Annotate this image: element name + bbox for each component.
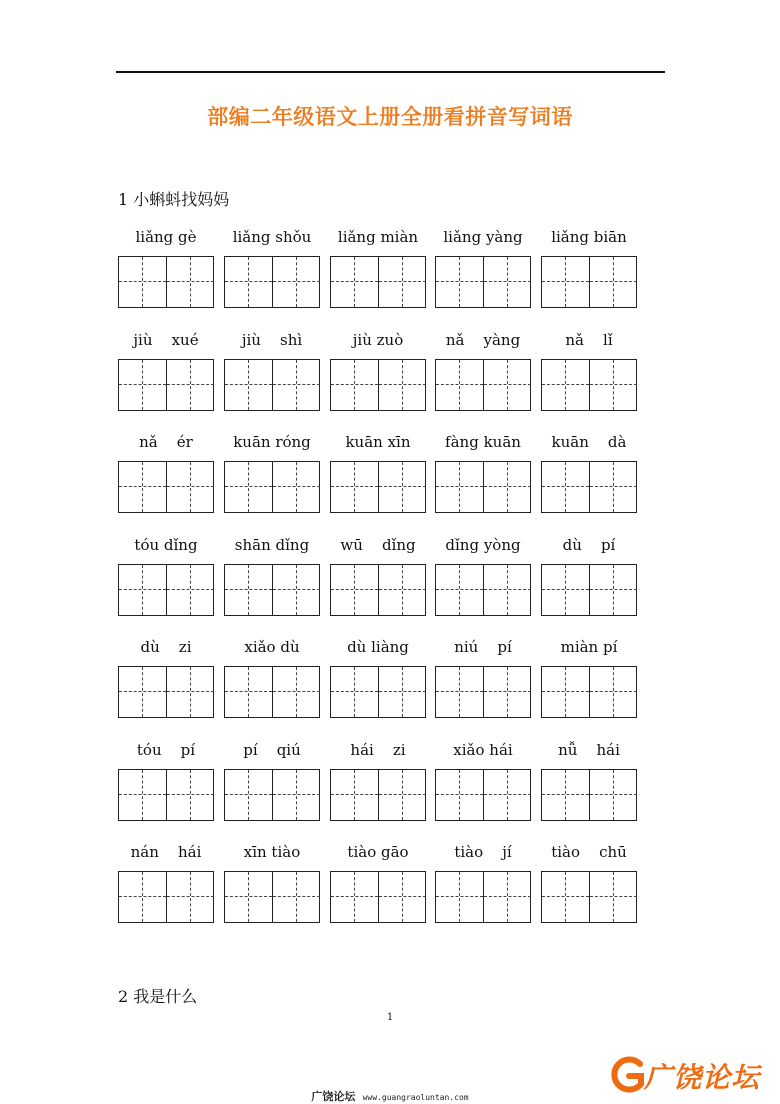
guide-line-vertical bbox=[565, 257, 566, 307]
writing-grid[interactable] bbox=[435, 871, 531, 923]
guide-line-horizontal bbox=[273, 794, 320, 795]
pinyin-label: tóu pí bbox=[136, 740, 196, 759]
character-box[interactable] bbox=[589, 360, 637, 410]
pinyin-label: nán hái bbox=[130, 843, 202, 861]
character-box[interactable] bbox=[542, 565, 589, 615]
character-box[interactable] bbox=[272, 462, 320, 512]
character-box[interactable] bbox=[542, 872, 589, 922]
character-box[interactable] bbox=[331, 360, 378, 410]
character-box[interactable] bbox=[272, 360, 320, 410]
guide-line-vertical bbox=[354, 565, 355, 615]
guide-line-horizontal bbox=[484, 589, 531, 590]
guide-line-vertical bbox=[296, 770, 297, 820]
guide-line-vertical bbox=[190, 565, 191, 615]
guide-line-horizontal bbox=[273, 896, 320, 897]
guide-line-horizontal bbox=[484, 691, 531, 692]
character-box[interactable] bbox=[378, 872, 426, 922]
guide-line-horizontal bbox=[484, 486, 531, 487]
writing-grid[interactable] bbox=[435, 461, 531, 513]
character-box[interactable] bbox=[589, 565, 637, 615]
pinyin-label: jiù xué bbox=[133, 330, 199, 349]
guide-line-vertical bbox=[402, 565, 403, 615]
character-box[interactable] bbox=[378, 462, 426, 512]
writing-grid[interactable] bbox=[224, 769, 320, 821]
writing-grid[interactable] bbox=[224, 359, 320, 411]
guide-line-horizontal bbox=[225, 794, 272, 795]
guide-line-horizontal bbox=[542, 384, 589, 385]
guide-line-vertical bbox=[354, 257, 355, 307]
character-box[interactable] bbox=[166, 667, 214, 717]
guide-line-horizontal bbox=[436, 384, 483, 385]
guide-line-horizontal bbox=[331, 486, 378, 487]
top-rule bbox=[116, 71, 665, 73]
writing-grid[interactable] bbox=[541, 666, 637, 718]
word-row bbox=[0, 843, 780, 943]
writing-grid[interactable] bbox=[435, 564, 531, 616]
writing-grid[interactable] bbox=[541, 461, 637, 513]
word-row bbox=[0, 741, 780, 841]
pinyin-label: dǐng yòng bbox=[445, 535, 521, 554]
character-box[interactable] bbox=[542, 667, 589, 717]
guide-line-vertical bbox=[142, 770, 143, 820]
pinyin-label: nǎ yàng bbox=[445, 330, 521, 349]
pinyin-label: liǎng miàn bbox=[337, 228, 419, 246]
guide-line-vertical bbox=[402, 462, 403, 512]
character-box[interactable] bbox=[436, 257, 483, 307]
guide-line-vertical bbox=[248, 257, 249, 307]
guide-line-vertical bbox=[248, 667, 249, 717]
character-box[interactable] bbox=[589, 770, 637, 820]
guide-line-vertical bbox=[459, 770, 460, 820]
writing-grid[interactable] bbox=[435, 666, 531, 718]
guide-line-horizontal bbox=[590, 691, 637, 692]
guide-line-horizontal bbox=[436, 896, 483, 897]
guide-line-vertical bbox=[565, 667, 566, 717]
character-box[interactable] bbox=[119, 770, 166, 820]
guide-line-horizontal bbox=[379, 589, 426, 590]
writing-grid[interactable] bbox=[118, 256, 214, 308]
guide-line-vertical bbox=[190, 667, 191, 717]
guide-line-vertical bbox=[142, 257, 143, 307]
guide-line-horizontal bbox=[273, 384, 320, 385]
character-box[interactable] bbox=[483, 565, 531, 615]
pinyin-label: tóu dǐng bbox=[134, 535, 198, 554]
guide-line-horizontal bbox=[542, 691, 589, 692]
guide-line-horizontal bbox=[331, 384, 378, 385]
character-box[interactable] bbox=[542, 360, 589, 410]
guide-line-vertical bbox=[402, 360, 403, 410]
guide-line-horizontal bbox=[273, 589, 320, 590]
guide-line-horizontal bbox=[379, 281, 426, 282]
lesson-title-1: 1 小蝌蚪找妈妈 bbox=[118, 190, 230, 209]
pinyin-label: dù zi bbox=[140, 638, 192, 656]
pinyin-label: niú pí bbox=[454, 638, 512, 656]
guide-line-horizontal bbox=[436, 486, 483, 487]
character-box[interactable] bbox=[378, 360, 426, 410]
guide-line-vertical bbox=[507, 667, 508, 717]
writing-grid[interactable] bbox=[330, 871, 426, 923]
guide-line-vertical bbox=[613, 462, 614, 512]
pinyin-label: xīn tiào bbox=[243, 843, 301, 861]
guide-line-horizontal bbox=[119, 384, 166, 385]
guide-line-vertical bbox=[190, 462, 191, 512]
guide-line-horizontal bbox=[167, 589, 214, 590]
writing-grid[interactable] bbox=[330, 256, 426, 308]
character-box[interactable] bbox=[331, 770, 378, 820]
character-box[interactable] bbox=[483, 667, 531, 717]
writing-grid[interactable] bbox=[224, 871, 320, 923]
guide-line-horizontal bbox=[590, 486, 637, 487]
character-box[interactable] bbox=[483, 462, 531, 512]
word-row bbox=[0, 228, 780, 328]
pinyin-label: shān dǐng bbox=[234, 535, 310, 554]
writing-grid[interactable] bbox=[118, 359, 214, 411]
guide-line-horizontal bbox=[379, 384, 426, 385]
guide-line-horizontal bbox=[484, 794, 531, 795]
guide-line-horizontal bbox=[331, 896, 378, 897]
guide-line-horizontal bbox=[484, 281, 531, 282]
guide-line-vertical bbox=[142, 565, 143, 615]
character-box[interactable] bbox=[119, 257, 166, 307]
writing-grid[interactable] bbox=[224, 256, 320, 308]
g-logo-icon bbox=[610, 1056, 646, 1096]
guide-line-vertical bbox=[354, 872, 355, 922]
footer-brand: 广饶论坛 bbox=[311, 1090, 356, 1103]
pinyin-label: dù liàng bbox=[347, 638, 409, 656]
pinyin-label: liǎng gè bbox=[135, 228, 197, 246]
writing-grid[interactable] bbox=[330, 666, 426, 718]
page-title: 部编二年级语文上册全册看拼音写词语 bbox=[207, 105, 573, 129]
guide-line-horizontal bbox=[119, 281, 166, 282]
guide-line-horizontal bbox=[484, 896, 531, 897]
character-box[interactable] bbox=[436, 565, 483, 615]
guide-line-horizontal bbox=[379, 691, 426, 692]
guide-line-horizontal bbox=[590, 589, 637, 590]
writing-grid[interactable] bbox=[330, 359, 426, 411]
guide-line-vertical bbox=[459, 462, 460, 512]
character-box[interactable] bbox=[483, 872, 531, 922]
guide-line-horizontal bbox=[273, 486, 320, 487]
site-logo bbox=[608, 1050, 778, 1100]
pinyin-label: miàn pí bbox=[560, 638, 618, 656]
guide-line-horizontal bbox=[436, 691, 483, 692]
guide-line-horizontal bbox=[225, 896, 272, 897]
writing-grid[interactable] bbox=[224, 564, 320, 616]
guide-line-vertical bbox=[190, 257, 191, 307]
guide-line-vertical bbox=[296, 257, 297, 307]
character-box[interactable] bbox=[225, 257, 272, 307]
character-box[interactable] bbox=[378, 257, 426, 307]
character-box[interactable] bbox=[378, 770, 426, 820]
guide-line-vertical bbox=[459, 667, 460, 717]
character-box[interactable] bbox=[589, 872, 637, 922]
pinyin-label: nǎ ér bbox=[139, 433, 193, 451]
guide-line-vertical bbox=[142, 872, 143, 922]
writing-grid[interactable] bbox=[435, 256, 531, 308]
guide-line-vertical bbox=[402, 667, 403, 717]
writing-grid[interactable] bbox=[118, 871, 214, 923]
writing-grid[interactable] bbox=[118, 769, 214, 821]
guide-line-horizontal bbox=[225, 384, 272, 385]
pinyin-label: liǎng biān bbox=[551, 228, 627, 246]
guide-line-horizontal bbox=[436, 589, 483, 590]
character-box[interactable] bbox=[331, 462, 378, 512]
guide-line-vertical bbox=[507, 462, 508, 512]
character-box[interactable] bbox=[272, 872, 320, 922]
pinyin-label: wū dǐng bbox=[340, 535, 416, 554]
guide-line-horizontal bbox=[590, 896, 637, 897]
writing-grid[interactable] bbox=[224, 666, 320, 718]
guide-line-vertical bbox=[507, 770, 508, 820]
character-box[interactable] bbox=[436, 360, 483, 410]
character-box[interactable] bbox=[589, 667, 637, 717]
guide-line-vertical bbox=[296, 872, 297, 922]
pinyin-label: xiǎo hái bbox=[453, 740, 513, 759]
guide-line-vertical bbox=[402, 770, 403, 820]
guide-line-horizontal bbox=[484, 384, 531, 385]
pinyin-label: jiù zuò bbox=[352, 330, 404, 349]
character-box[interactable] bbox=[436, 667, 483, 717]
guide-line-horizontal bbox=[331, 691, 378, 692]
guide-line-vertical bbox=[565, 565, 566, 615]
guide-line-vertical bbox=[613, 667, 614, 717]
lesson-title-2: 2 我是什么 bbox=[118, 987, 198, 1006]
word-row bbox=[0, 536, 780, 636]
writing-grid[interactable] bbox=[435, 359, 531, 411]
guide-line-horizontal bbox=[590, 384, 637, 385]
guide-line-vertical bbox=[142, 462, 143, 512]
guide-line-horizontal bbox=[225, 589, 272, 590]
pinyin-label: hái zi bbox=[350, 740, 406, 759]
guide-line-horizontal bbox=[331, 281, 378, 282]
guide-line-vertical bbox=[565, 462, 566, 512]
character-box[interactable] bbox=[272, 565, 320, 615]
guide-line-horizontal bbox=[119, 589, 166, 590]
guide-line-vertical bbox=[296, 667, 297, 717]
character-box[interactable] bbox=[589, 462, 637, 512]
guide-line-horizontal bbox=[273, 691, 320, 692]
logo-text: 广饶论坛 bbox=[644, 1061, 761, 1094]
pinyin-label: fàng kuān bbox=[445, 433, 521, 451]
character-box[interactable] bbox=[331, 872, 378, 922]
page-number: 1 bbox=[386, 1012, 394, 1023]
pinyin-label: xiǎo dù bbox=[244, 638, 300, 656]
character-box[interactable] bbox=[542, 770, 589, 820]
character-box[interactable] bbox=[225, 667, 272, 717]
guide-line-horizontal bbox=[119, 794, 166, 795]
guide-line-horizontal bbox=[436, 281, 483, 282]
guide-line-horizontal bbox=[331, 589, 378, 590]
guide-line-horizontal bbox=[119, 691, 166, 692]
character-box[interactable] bbox=[166, 872, 214, 922]
pinyin-label: tiào gāo bbox=[347, 843, 409, 861]
character-box[interactable] bbox=[436, 872, 483, 922]
guide-line-vertical bbox=[248, 872, 249, 922]
writing-grid[interactable] bbox=[541, 359, 637, 411]
guide-line-horizontal bbox=[167, 281, 214, 282]
guide-line-horizontal bbox=[379, 896, 426, 897]
guide-line-horizontal bbox=[331, 794, 378, 795]
guide-line-horizontal bbox=[167, 384, 214, 385]
pinyin-label: kuān dà bbox=[551, 433, 627, 451]
character-box[interactable] bbox=[331, 565, 378, 615]
guide-line-vertical bbox=[613, 565, 614, 615]
guide-line-horizontal bbox=[379, 486, 426, 487]
character-box[interactable] bbox=[483, 257, 531, 307]
guide-line-horizontal bbox=[542, 486, 589, 487]
pinyin-label: kuān róng bbox=[233, 433, 311, 451]
guide-line-horizontal bbox=[273, 281, 320, 282]
character-box[interactable] bbox=[331, 667, 378, 717]
guide-line-horizontal bbox=[542, 281, 589, 282]
guide-line-horizontal bbox=[167, 794, 214, 795]
character-box[interactable] bbox=[166, 565, 214, 615]
guide-line-vertical bbox=[354, 667, 355, 717]
guide-line-vertical bbox=[402, 872, 403, 922]
character-box[interactable] bbox=[225, 565, 272, 615]
guide-line-vertical bbox=[296, 462, 297, 512]
pinyin-label: pí qiú bbox=[243, 740, 301, 759]
character-box[interactable] bbox=[225, 360, 272, 410]
guide-line-horizontal bbox=[590, 281, 637, 282]
pinyin-label: liǎng shǒu bbox=[232, 228, 312, 246]
guide-line-vertical bbox=[613, 770, 614, 820]
pinyin-label: liǎng yàng bbox=[443, 228, 523, 246]
writing-grid[interactable] bbox=[118, 666, 214, 718]
guide-line-vertical bbox=[507, 872, 508, 922]
writing-grid[interactable] bbox=[330, 564, 426, 616]
writing-grid[interactable] bbox=[118, 564, 214, 616]
character-box[interactable] bbox=[166, 360, 214, 410]
guide-line-horizontal bbox=[542, 589, 589, 590]
character-box[interactable] bbox=[483, 360, 531, 410]
pinyin-label: nǚ hái bbox=[558, 740, 620, 759]
guide-line-vertical bbox=[507, 565, 508, 615]
guide-line-horizontal bbox=[167, 896, 214, 897]
guide-line-vertical bbox=[565, 360, 566, 410]
guide-line-vertical bbox=[565, 872, 566, 922]
word-row bbox=[0, 433, 780, 533]
guide-line-horizontal bbox=[119, 486, 166, 487]
guide-line-horizontal bbox=[167, 486, 214, 487]
guide-line-vertical bbox=[459, 257, 460, 307]
character-box[interactable] bbox=[119, 872, 166, 922]
character-box[interactable] bbox=[436, 770, 483, 820]
character-box[interactable] bbox=[378, 667, 426, 717]
guide-line-vertical bbox=[296, 565, 297, 615]
guide-line-vertical bbox=[248, 565, 249, 615]
writing-grid[interactable] bbox=[435, 769, 531, 821]
character-box[interactable] bbox=[272, 667, 320, 717]
guide-line-horizontal bbox=[436, 794, 483, 795]
character-box[interactable] bbox=[589, 257, 637, 307]
character-box[interactable] bbox=[331, 257, 378, 307]
guide-line-vertical bbox=[459, 360, 460, 410]
character-box[interactable] bbox=[272, 770, 320, 820]
character-box[interactable] bbox=[272, 257, 320, 307]
character-box[interactable] bbox=[119, 565, 166, 615]
guide-line-horizontal bbox=[542, 896, 589, 897]
guide-line-horizontal bbox=[379, 794, 426, 795]
guide-line-vertical bbox=[190, 770, 191, 820]
writing-grid[interactable] bbox=[330, 461, 426, 513]
character-box[interactable] bbox=[225, 770, 272, 820]
guide-line-vertical bbox=[296, 360, 297, 410]
character-box[interactable] bbox=[166, 770, 214, 820]
guide-line-vertical bbox=[354, 360, 355, 410]
guide-line-vertical bbox=[190, 360, 191, 410]
character-box[interactable] bbox=[166, 462, 214, 512]
word-row bbox=[0, 638, 780, 738]
guide-line-vertical bbox=[402, 257, 403, 307]
guide-line-vertical bbox=[354, 770, 355, 820]
guide-line-horizontal bbox=[225, 281, 272, 282]
character-box[interactable] bbox=[542, 257, 589, 307]
character-box[interactable] bbox=[225, 872, 272, 922]
guide-line-horizontal bbox=[225, 691, 272, 692]
pinyin-label: kuān xīn bbox=[345, 433, 411, 451]
guide-line-vertical bbox=[248, 462, 249, 512]
character-box[interactable] bbox=[166, 257, 214, 307]
writing-grid[interactable] bbox=[118, 461, 214, 513]
pinyin-label: dù pí bbox=[562, 535, 616, 554]
guide-line-vertical bbox=[248, 360, 249, 410]
writing-grid[interactable] bbox=[541, 769, 637, 821]
character-box[interactable] bbox=[225, 462, 272, 512]
writing-grid[interactable] bbox=[330, 769, 426, 821]
guide-line-vertical bbox=[613, 872, 614, 922]
guide-line-vertical bbox=[190, 872, 191, 922]
character-box[interactable] bbox=[542, 462, 589, 512]
word-row bbox=[0, 331, 780, 431]
guide-line-vertical bbox=[507, 257, 508, 307]
pinyin-label: tiào chū bbox=[551, 843, 627, 861]
guide-line-vertical bbox=[459, 872, 460, 922]
guide-line-vertical bbox=[507, 360, 508, 410]
guide-line-horizontal bbox=[167, 691, 214, 692]
writing-grid[interactable] bbox=[541, 256, 637, 308]
pinyin-label: jiù shì bbox=[241, 330, 303, 349]
character-box[interactable] bbox=[436, 462, 483, 512]
writing-grid[interactable] bbox=[541, 564, 637, 616]
guide-line-horizontal bbox=[119, 896, 166, 897]
guide-line-vertical bbox=[613, 257, 614, 307]
guide-line-vertical bbox=[613, 360, 614, 410]
character-box[interactable] bbox=[119, 667, 166, 717]
writing-grid[interactable] bbox=[541, 871, 637, 923]
character-box[interactable] bbox=[119, 462, 166, 512]
guide-line-vertical bbox=[142, 667, 143, 717]
pinyin-label: nǎ lǐ bbox=[565, 330, 613, 349]
guide-line-vertical bbox=[565, 770, 566, 820]
character-box[interactable] bbox=[119, 360, 166, 410]
writing-grid[interactable] bbox=[224, 461, 320, 513]
guide-line-vertical bbox=[459, 565, 460, 615]
guide-line-horizontal bbox=[590, 794, 637, 795]
character-box[interactable] bbox=[378, 565, 426, 615]
guide-line-vertical bbox=[354, 462, 355, 512]
guide-line-vertical bbox=[248, 770, 249, 820]
footer-url: www.guangraoluntan.com bbox=[362, 1093, 469, 1102]
guide-line-horizontal bbox=[542, 794, 589, 795]
pinyin-label: tiào jí bbox=[454, 843, 512, 861]
guide-line-horizontal bbox=[225, 486, 272, 487]
guide-line-vertical bbox=[142, 360, 143, 410]
character-box[interactable] bbox=[483, 770, 531, 820]
